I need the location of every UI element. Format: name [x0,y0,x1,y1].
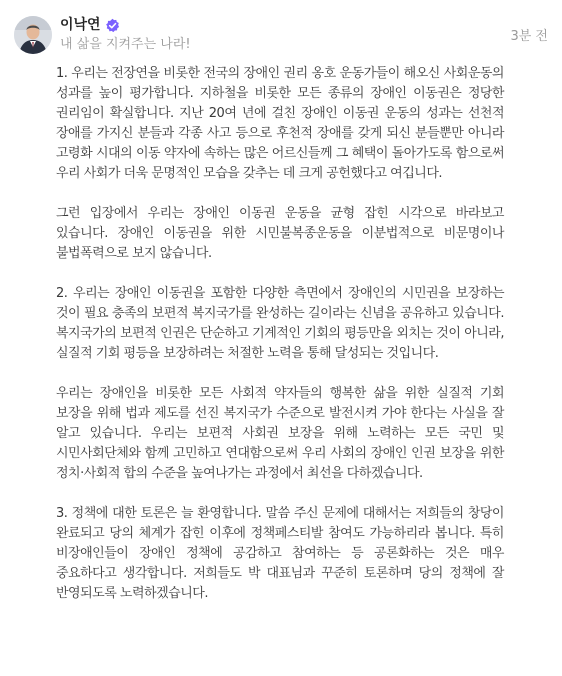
verified-badge-icon [105,18,120,33]
author-name-text: 이낙연 [60,17,101,33]
post-paragraph-4: 우리는 장애인을 비롯한 모든 사회적 약자들의 행복한 삶을 위한 실질적 기회 보장을 위해 법과 제도를 선진 복지국가 수준으로 발전시켜 가야 한다는 사실을 잘 알고 있습니다. 우리는 보편적 사회권 보장을 위해 노력하는 모든 국민 및 시민사회단체와 함께 고민하고 연대함으로써 우리 사회의 장애인 인권 보장을 위한 정치·사회적 합의 수준을 높여나가는 과정에서 최선을 다하겠습니다. [56,386,504,481]
post-header [14,14,548,58]
avatar-photo-icon [14,16,52,54]
author-tagline: 내 삶을 지켜주는 나라! [60,37,191,52]
post-paragraph-3: 2. 우리는 장애인 이동권을 포함한 다양한 측면에서 장애인의 시민권을 보장하는 것이 필요 충족의 보편적 복지국가를 완성하는 길이라는 신념을 공유하고 있습니다. 복지국가의 보편적 인권은 단순하고 기계적인 기회의 평등만을 외치는 것이 아니라, 실질적 기회 평등을 보장하려는 처절한 노력을 통해 달성되는 것입니다. [56,286,504,361]
post-paragraph-1: 1. 우리는 전장연을 비롯한 전국의 장애인 권리 옹호 운동가들이 해오신 사회운동의 성과를 높이 평가합니다. 지하철을 비롯한 모든 종류의 장애인 이동권은 정당한 권리임이 확실합니다. 지난 20여 년에 걸친 장애인 이동권 운동의 성과는 선천적 장애를 가지신 분들과 각종 사고 등으로 후천적 장애를 갖게 되신 분들뿐만 아니라 고령화 시대의 이동 약자에 속하는 많은 어르신들께 그 혜택이 돌아가도록 함으로써 우리 사회가 더욱 문명적인 모습을 갖추는 데 크게 공헌했다고 여깁니다. [56,66,504,181]
post-body [56,64,504,604]
post-timestamp: 3분 전 [510,29,548,44]
post-paragraph-2: 그런 입장에서 우리는 장애인 이동권 운동을 균형 잡힌 시각으로 바라보고 있습니다. 장애인 이동권을 위한 시민불복종운동을 이분법적으로 비문명이나 불법폭력으로 보지 않습니다. [56,206,504,261]
post-paragraph-5: 3. 정책에 대한 토론은 늘 환영합니다. 말씀 주신 문제에 대해서는 저희들의 창당이 완료되고 당의 체계가 잡힌 이후에 정책페스티발 참여도 가능하리라 봅니다. 특히 비장애인들이 장애인 정책에 공감하고 참여하는 등 공론화하는 것은 매우 중요하다고 생각합니다. 저희들도 박 대표님과 꾸준히 토론하며 당의 정책에 잘 반영되도록 노력하겠습니다. [56,506,504,601]
author-name[interactable] [60,16,120,34]
avatar[interactable] [14,16,52,54]
